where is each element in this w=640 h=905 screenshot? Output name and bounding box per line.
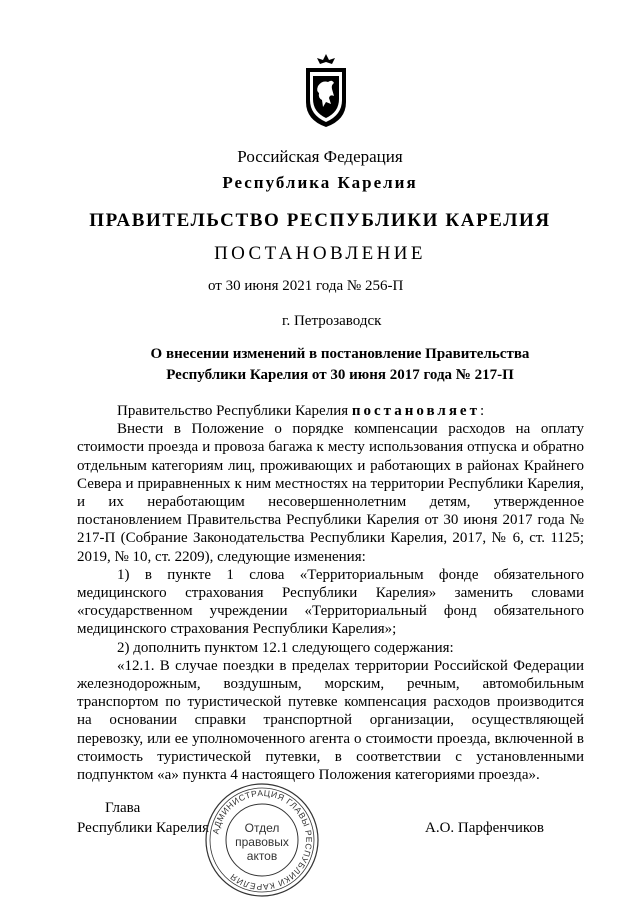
signatory-position-line-2: Республики Карелия: [77, 820, 210, 836]
stamp-ring-text: АДМИНИСТРАЦИЯ ГЛАВЫ РЕСПУБЛИКИ КАРЕЛИЯ: [210, 787, 315, 893]
legal-department-stamp: [202, 780, 322, 900]
document-title-line-1: О внесении изменений в постановление Правительства: [150, 346, 530, 362]
government-name: ПРАВИТЕЛЬСТВО РЕСПУБЛИКИ КАРЕЛИЯ: [89, 210, 551, 231]
paragraph-main: Внести в Положение о порядке компенсации расходов на оплату стоимости проезда и провоза багажа к месту использования отпуска и обратно отдельным категориям лиц, проживающих и работающих в районах Крайнего Севера и приравненных к ним местностях на территории Республики Карелия, и их неработающим несовершеннолетним детям, утвержденное постановлением Правительства Республики Карелия от 30 июня 2017 года № 217-П (Собрание Законодательства Республики Карелия, 2017, № 6, ст. 1125; 2019, № 10, ст. 2209), следующие изменения:: [77, 421, 584, 565]
stamp-center-line-2: правовых: [235, 835, 289, 849]
paragraph-new-clause: «12.1. В случае поездки в пределах территории Российской Федерации железнодорожным, воздушным, морским, речным, автомобильным транспортом по туристической путевке компенсация расходов производится на основании справки транспортной организации, осуществляющей перевозку, или ее уполномоченного агента о стоимости проезда, включенной в стоимость туристической путевки, в соответствии с установленными подпунктом «а» пункта 4 настоящего Положения категориями проезда».: [77, 657, 584, 784]
document-date-number: от 30 июня 2021 года № 256-П: [208, 278, 404, 294]
paragraph-item-2: 2) дополнить пунктом 12.1 следующего содержания:: [117, 639, 454, 656]
karelia-coat-of-arms-icon: [300, 52, 352, 128]
country-name: Российская Федерация: [237, 147, 403, 166]
intro-suffix: :: [479, 403, 485, 419]
stamp-center-line-3: актов: [246, 849, 278, 863]
signatory-position-line-1: Глава: [105, 800, 141, 816]
document-body: [77, 402, 584, 784]
document-city: г. Петрозаводск: [282, 313, 382, 329]
document-type: ПОСТАНОВЛЕНИЕ: [214, 243, 426, 264]
document-title-line-2: Республики Карелия от 30 июня 2017 года № 217-П: [166, 367, 514, 383]
stamp-center-line-1: Отдел: [244, 821, 280, 835]
republic-name: Республика Карелия: [222, 173, 418, 192]
intro-verb: постановляет: [351, 403, 480, 419]
paragraph-item-1: 1) в пункте 1 слова «Территориальным фонде обязательного медицинского страхования Республики Карелия» заменить словами «государственном учреждении «Территориальный фонд обязательного медицинского страхования Республики Карелия»;: [77, 566, 584, 638]
signatory-name: А.О. Парфенчиков: [425, 820, 544, 836]
intro-paragraph: [77, 402, 584, 420]
intro-prefix: Правительство Республики Карелия: [117, 403, 352, 419]
